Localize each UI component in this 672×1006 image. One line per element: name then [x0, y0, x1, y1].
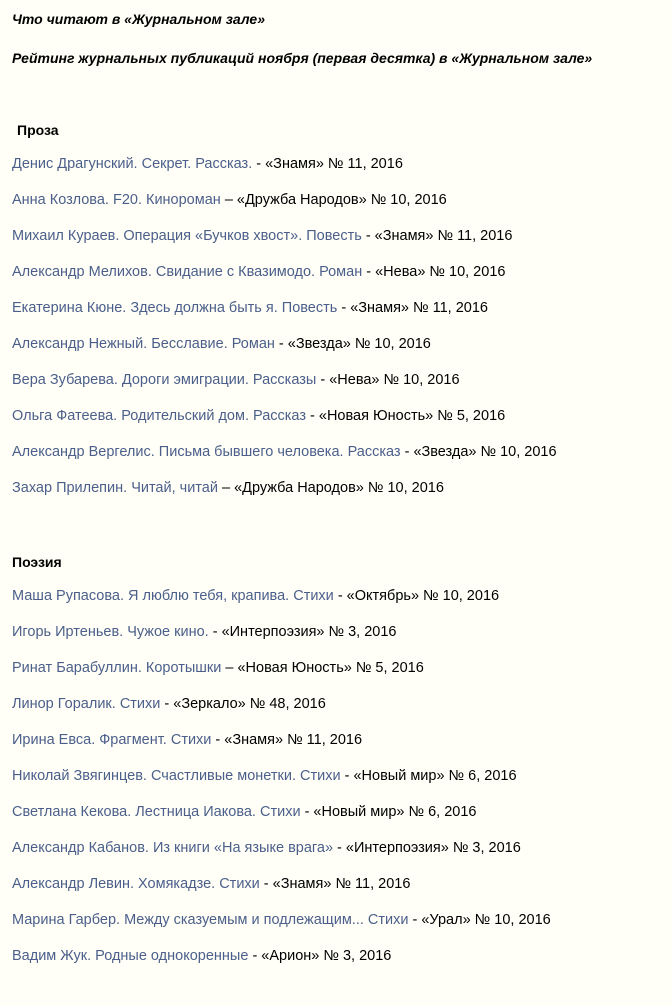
publication-link[interactable]: Ринат Барабуллин. Коротышки [12, 660, 222, 676]
publication-source: - «Звезда» № 10, 2016 [400, 444, 557, 460]
prose-list-item [12, 478, 444, 498]
publication-source: - «Знамя» № 11, 2016 [361, 228, 513, 244]
publication-source: - «Новый мир» № 6, 2016 [340, 768, 517, 784]
publication-source: - «Знамя» № 11, 2016 [252, 156, 403, 172]
publication-link[interactable]: Екатерина Кюне. Здесь должна быть я. Повесть [12, 300, 338, 316]
publication-source: - «Октябрь» № 10, 2016 [333, 588, 500, 604]
publication-link[interactable]: Вадим Жук. Родные однокоренные [12, 948, 249, 964]
publication-link[interactable]: Александр Нежный. Бесславие. Роман [12, 336, 275, 352]
publication-source: - «Новая Юность» № 5, 2016 [306, 408, 506, 424]
prose-list-item [12, 226, 512, 246]
publication-link[interactable]: Александр Вергелис. Письма бывшего человека. Рассказ [12, 444, 401, 460]
poetry-list-item [12, 658, 424, 678]
poetry-list-item [12, 802, 476, 822]
publication-link[interactable]: Николай Звягинцев. Счастливые монетки. Стихи [12, 768, 341, 784]
publication-link[interactable]: Ольга Фатеева. Родительский дом. Рассказ [12, 408, 306, 424]
poetry-list-item [12, 730, 362, 750]
publication-source: - «Знамя» № 11, 2016 [337, 300, 488, 316]
prose-list-item [12, 262, 505, 282]
publication-source: - «Знамя» № 11, 2016 [259, 876, 411, 892]
section-title-prose: Проза [17, 122, 59, 138]
publication-link[interactable]: Михаил Кураев. Операция «Бучков хвост». Повесть [12, 228, 362, 244]
poetry-list-item [12, 766, 517, 786]
publication-source: - «Знамя» № 11, 2016 [211, 732, 363, 748]
publication-source: - «Зеркало» № 48, 2016 [160, 696, 326, 712]
publication-link[interactable]: Игорь Иртеньев. Чужое кино. [12, 624, 209, 640]
prose-list-item [12, 406, 505, 426]
publication-link[interactable]: Светлана Кекова. Лестница Иакова. Стихи [12, 804, 301, 820]
poetry-list-item [12, 586, 499, 606]
section-title-poetry: Поэзия [12, 554, 62, 570]
publication-link[interactable]: Линор Горалик. Стихи [12, 696, 161, 712]
publication-link[interactable]: Ирина Евса. Фрагмент. Стихи [12, 732, 212, 748]
poetry-list-item [12, 838, 521, 858]
prose-list-item [12, 370, 460, 390]
publication-link[interactable]: Денис Драгунский. Секрет. Рассказ. [12, 156, 253, 172]
publication-link[interactable]: Маша Рупасова. Я люблю тебя, крапива. Стихи [12, 588, 334, 604]
prose-list-item [12, 442, 557, 462]
poetry-list-item [12, 910, 551, 930]
poetry-list-item [12, 694, 326, 714]
poetry-list-item [12, 946, 391, 966]
prose-list-item [12, 334, 431, 354]
publication-source: - «Новый мир» № 6, 2016 [300, 804, 477, 820]
publication-source: – «Новая Юность» № 5, 2016 [221, 660, 424, 676]
publication-source: - «Звезда» № 10, 2016 [274, 336, 431, 352]
publication-link[interactable]: Александр Левин. Хомякадзе. Стихи [12, 876, 260, 892]
publication-source: - «Арион» № 3, 2016 [248, 948, 392, 964]
prose-list-item [12, 154, 403, 174]
publication-source: – «Дружба Народов» № 10, 2016 [220, 192, 447, 208]
publication-source: - «Нева» № 10, 2016 [362, 264, 506, 280]
publication-source: - «Интерпоэзия» № 3, 2016 [333, 840, 521, 856]
poetry-list-item [12, 622, 396, 642]
publication-link[interactable]: Захар Прилепин. Читай, читай [12, 480, 218, 496]
publication-link[interactable]: Александр Мелихов. Свидание с Квазимодо. Роман [12, 264, 363, 280]
publication-link[interactable]: Марина Гарбер. Между сказуемым и подлежащим... Стихи [12, 912, 409, 928]
prose-list-item [12, 190, 447, 210]
publication-source: - «Интерпоэзия» № 3, 2016 [208, 624, 397, 640]
poetry-list-item [12, 874, 410, 894]
publication-link[interactable]: Вера Зубарева. Дороги эмиграции. Рассказы [12, 372, 317, 388]
publication-source: – «Дружба Народов» № 10, 2016 [217, 480, 444, 496]
prose-list-item [12, 298, 488, 318]
publication-source: - «Урал» № 10, 2016 [408, 912, 551, 928]
publication-link[interactable]: Александр Кабанов. Из книги «На языке врага» [12, 840, 334, 856]
page-subtitle: Рейтинг журнальных публикаций ноября (первая десятка) в «Журнальном зале» [12, 50, 593, 66]
publication-source: - «Нева» № 10, 2016 [316, 372, 460, 388]
publication-link[interactable]: Анна Козлова. F20. Кинороман [12, 192, 221, 208]
page-title: Что читают в «Журнальном зале» [12, 11, 265, 27]
